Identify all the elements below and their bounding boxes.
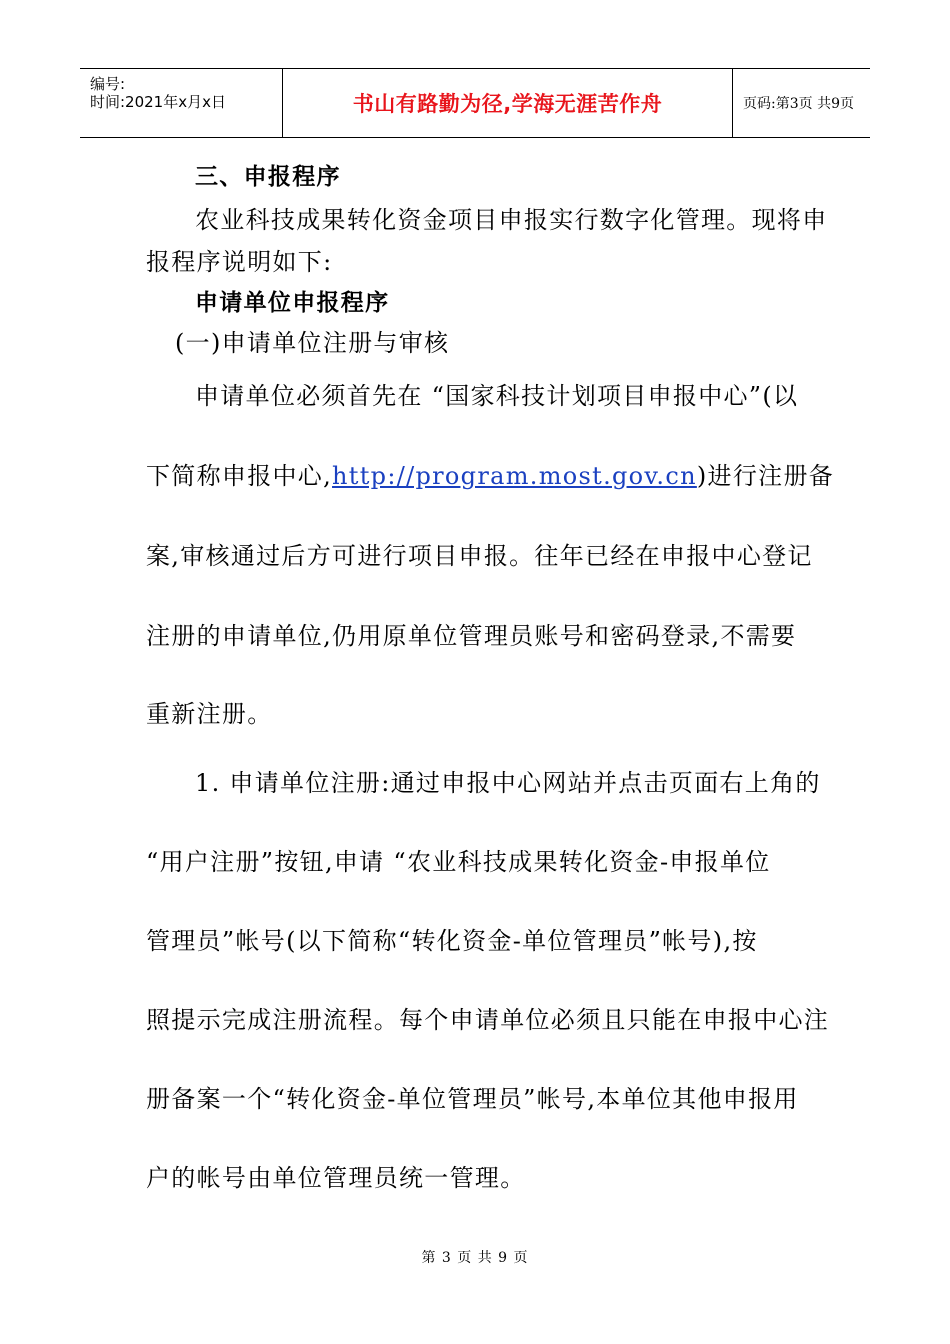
time-label: 时间:2021年x月x日 — [90, 93, 226, 111]
paragraph-2-line-6: 户的帐号由单位管理员统一管理。 — [146, 1164, 526, 1192]
intro-line-2: 报程序说明如下: — [146, 248, 333, 276]
paragraph-1-line-2 — [146, 456, 834, 491]
section-title: 三、申报程序 — [195, 164, 341, 190]
paragraph-1-line-2-start: 下简称申报中心, — [146, 462, 333, 490]
paragraph-1-line-4: 注册的申请单位,仍用原单位管理员账号和密码登录,不需要 — [146, 622, 797, 650]
sub-title: 申请单位申报程序 — [195, 290, 390, 316]
page-info: 页码:第3页 共9页 — [743, 96, 854, 112]
header-page-info-cell — [733, 69, 870, 137]
paragraph-1-line-3: 案,审核通过后方可进行项目申报。往年已经在申报中心登记 — [146, 542, 813, 570]
paragraph-1-line-5: 重新注册。 — [146, 700, 273, 728]
sub-sub-title: (一)申请单位注册与审核 — [175, 329, 450, 357]
page-footer: 第 3 页 共 9 页 — [421, 1250, 529, 1266]
motto-text: 书山有路勤为径,学海无涯苦作舟 — [352, 92, 663, 116]
paragraph-1-line-1: 申请单位必须首先在 “国家科技计划项目申报中心”(以 — [195, 382, 799, 410]
header-info-cell — [80, 69, 283, 137]
number-label: 编号: — [90, 75, 126, 93]
paragraph-2-line-1: 1. 申请单位注册:通过申报中心网站并点击页面右上角的 — [195, 769, 821, 797]
paragraph-2-line-2: “用户注册”按钮,申请 “农业科技成果转化资金-申报单位 — [146, 848, 771, 876]
program-site-link[interactable]: http://program.most.gov.cn — [332, 462, 697, 490]
paragraph-2-line-3: 管理员”帐号(以下简称“转化资金-单位管理员”帐号),按 — [146, 927, 758, 955]
paragraph-2-line-4: 照提示完成注册流程。每个申请单位必须且只能在申报中心注 — [146, 1006, 830, 1034]
header-motto-cell — [283, 69, 733, 137]
paragraph-1-line-2-end: )进行注册备 — [696, 462, 835, 490]
paragraph-2-line-5: 册备案一个“转化资金-单位管理员”帐号,本单位其他申报用 — [146, 1085, 799, 1113]
intro-line-1: 农业科技成果转化资金项目申报实行数字化管理。现将申 — [195, 206, 828, 234]
page-header — [80, 68, 870, 138]
